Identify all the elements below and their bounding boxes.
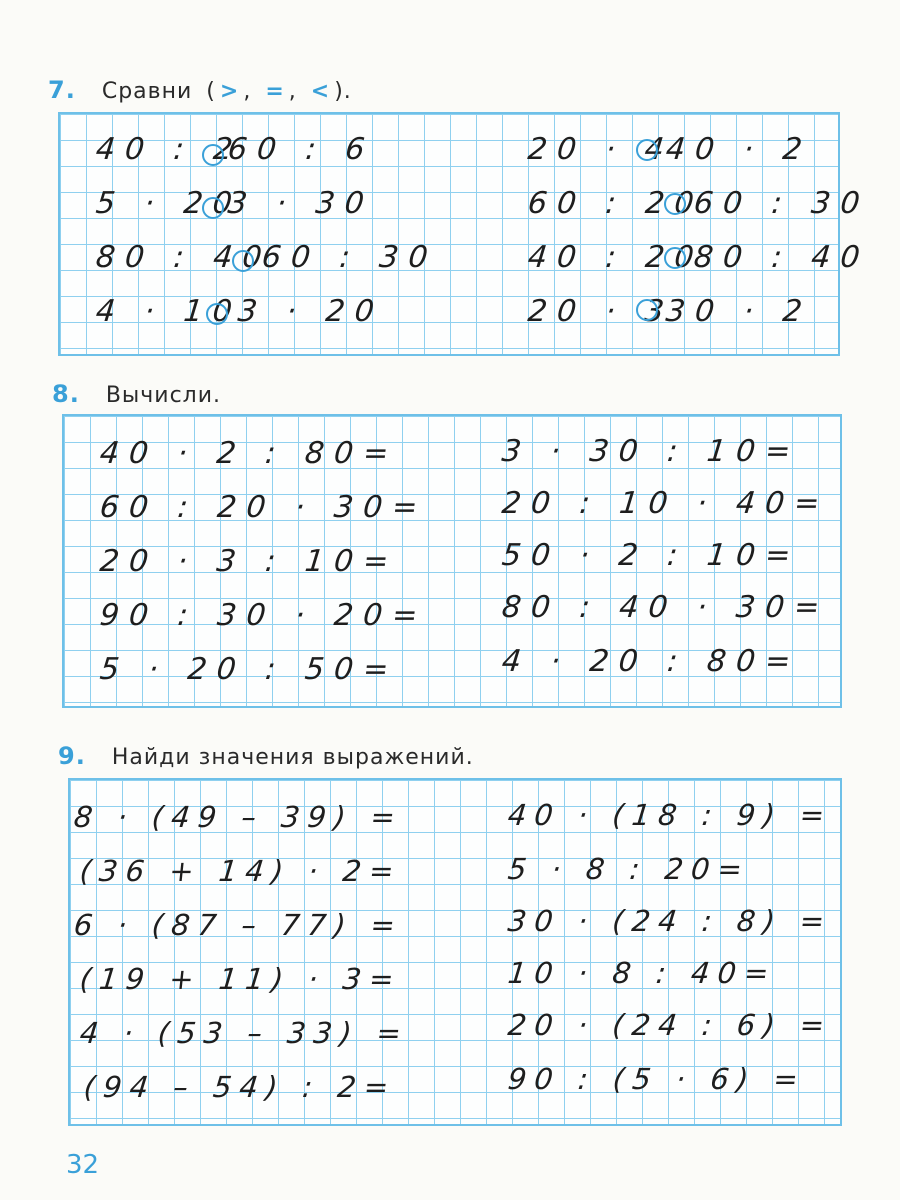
greater-than-sign: > (219, 79, 240, 104)
compare-left-expression: 40 : 2 (94, 132, 245, 167)
calc-expression: 3 · 30 : 10= (500, 434, 803, 469)
calc-expression: 90 : 30 · 20= (98, 598, 430, 633)
expression: 20 · (24 : 6) = (506, 1008, 835, 1042)
compare-right-expression: 3 · 30 (226, 186, 376, 221)
exercise-instruction: Сравни (101, 79, 193, 104)
exercise-9-title (58, 742, 474, 770)
expression: 30 · (24 : 8) = (506, 904, 835, 938)
comma: , (288, 79, 297, 104)
compare-left-expression: 40 : 20 (526, 240, 706, 275)
comparison-circle[interactable] (636, 139, 658, 161)
equals-sign: = (265, 79, 285, 104)
calc-expression: 40 · 2 : 80= (98, 436, 401, 471)
exercise-number: 7. (48, 76, 76, 104)
exercise-number: 8. (52, 380, 80, 408)
compare-right-expression: 60 : 30 (260, 240, 440, 275)
calc-expression: 5 · 20 : 50= (98, 652, 401, 687)
paren-open: ( (206, 79, 216, 104)
comparison-circle[interactable] (664, 193, 686, 215)
compare-left-expression: 4 · 10 (94, 294, 244, 329)
compare-left-expression: 80 : 40 (94, 240, 274, 275)
paren-close: ). (334, 79, 352, 104)
compare-left-expression: 60 : 20 (526, 186, 706, 221)
compare-right-expression: 3 · 20 (236, 294, 386, 329)
expression: 8 · (49 – 39) = (72, 800, 405, 834)
expression: 90 : (5 · 6) = (506, 1062, 808, 1096)
compare-right-expression: 30 · 2 (664, 294, 814, 329)
expression: 5 · 8 : 20= (506, 852, 752, 886)
comparison-circle[interactable] (636, 299, 658, 321)
expression: (94 – 54) : 2= (82, 1070, 399, 1104)
calc-expression: 20 : 10 · 40= (500, 486, 832, 521)
comparison-circle[interactable] (202, 197, 224, 219)
expression: 40 · (18 : 9) = (506, 798, 835, 832)
compare-left-expression: 20 · 3 (526, 294, 676, 329)
comma: , (243, 79, 252, 104)
comparison-circle[interactable] (202, 144, 224, 166)
expression: 10 · 8 : 40= (506, 956, 779, 990)
calc-expression: 50 · 2 : 10= (500, 538, 803, 573)
calc-expression: 4 · 20 : 80= (500, 644, 803, 679)
exercise-number: 9. (58, 742, 86, 770)
compare-right-expression: 60 : 6 (226, 132, 377, 167)
expression: (19 + 11) · 3= (78, 962, 404, 996)
exercise-instruction: Вычисли. (105, 383, 222, 408)
exercise-8-title (52, 380, 221, 408)
comparison-circle[interactable] (664, 247, 686, 269)
expression: 4 · (53 – 33) = (78, 1016, 411, 1050)
compare-right-expression: 40 · 2 (664, 132, 814, 167)
compare-left-expression: 20 · 4 (526, 132, 676, 167)
expression: (36 + 14) · 2= (78, 854, 404, 888)
compare-right-expression: 80 : 40 (692, 240, 872, 275)
compare-right-expression: 60 : 30 (692, 186, 872, 221)
exercise-instruction: Найди значения выражений. (111, 745, 474, 770)
calc-expression: 60 : 20 · 30= (98, 490, 430, 525)
comparison-circle[interactable] (232, 250, 254, 272)
calc-expression: 20 · 3 : 10= (98, 544, 401, 579)
compare-left-expression: 5 · 20 (94, 186, 244, 221)
less-than-sign: < (310, 79, 331, 104)
page-number: 32 (66, 1150, 100, 1180)
expression: 6 · (87 – 77) = (72, 908, 405, 942)
exercise-7-title (48, 76, 352, 104)
comparison-circle[interactable] (206, 303, 228, 325)
calc-expression: 80 : 40 · 30= (500, 590, 832, 625)
